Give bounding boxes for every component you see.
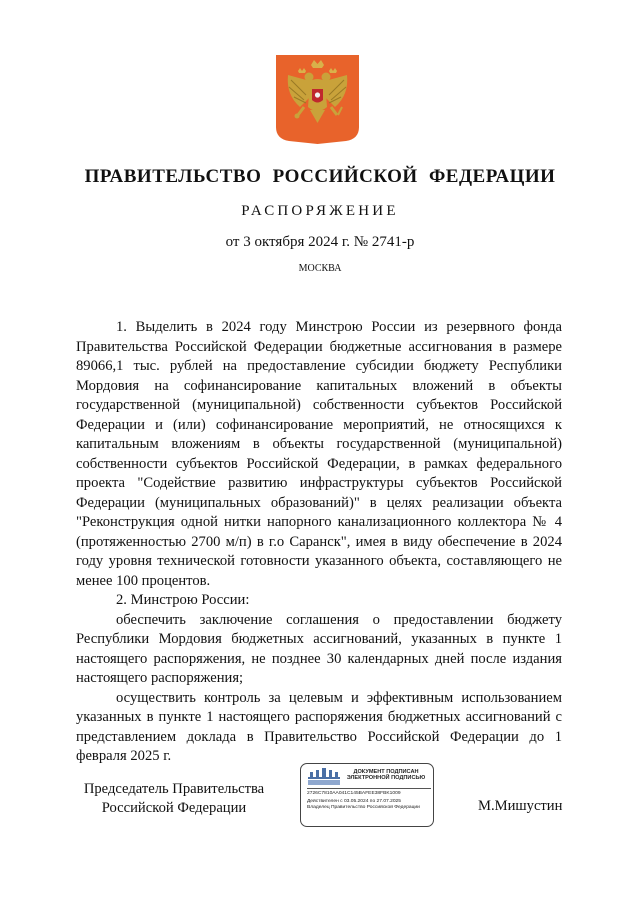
signer-name: М.Мишустин <box>478 798 563 814</box>
stamp-divider <box>307 788 431 789</box>
document-date-number: от 3 октября 2024 г. № 2741-р <box>225 234 415 250</box>
stamp-title-line1: ДОКУМЕНТ ПОДПИСАН <box>353 769 419 775</box>
stamp-validity: Действителен с 03.05.2024 по 27.07.2025 <box>307 799 401 804</box>
government-title: ПРАВИТЕЛЬСТВО РОССИЙСКОЙ ФЕДЕРАЦИИ <box>84 166 556 187</box>
signer-position-line2: Российской Федерации <box>101 800 247 816</box>
document-city: МОСКВА <box>298 263 342 274</box>
document-body <box>76 318 562 767</box>
paragraph-1: 1. Выделить в 2024 году Минстрою России из резервного фонда Правительства Российской Федерации бюджетные ассигнования в размере 89066,1 тыс. рублей на предоставление субсидии бюджету Республики Мордовия на софинансирование капитальных вложений в объекты государственной (муниципальной) собственности субъектов Российской Федерации и (или) софинансирование мероприятий, не относящихся к капитальным вложениям в объекты государственной (муниципальной) собственности субъектов Российской Федерации, в рамках федерального проекта "Содействие развитию инфраструктуры субъектов Российской Федерации (муниципальных образований)" в целях реализации объекта "Реконструкция одной нитки напорного канализационного коллектора № 4 (протяженностью 2700 м/п) в г.о Саранск", имея в виду обеспечение в 2024 году уровня технической готовности указанного объекта, составляющего не менее 100 процентов. <box>76 319 562 589</box>
electronic-signature-stamp <box>300 763 434 827</box>
stamp-title <box>341 769 431 782</box>
coat-of-arms-emblem <box>276 55 359 144</box>
coat-of-arms-mini-icon <box>307 768 341 786</box>
signer-position-line1: Председатель Правительства <box>83 781 265 797</box>
paragraph-2: 2. Минстрою России: <box>116 592 250 608</box>
stamp-owner: Владелец Правительство Российской Федерации <box>307 805 420 810</box>
paragraph-3: обеспечить заключение соглашения о предоставлении бюджету Республики Мордовия бюджетных ассигнований, указанных в пункте 1 настоящего распоряжения, не позднее 30 календарных дней после издания настоящего распоряжения; <box>76 611 562 686</box>
stamp-title-line2: ЭЛЕКТРОННОЙ ПОДПИСЬЮ <box>346 775 426 782</box>
signer-position <box>76 780 272 818</box>
stamp-certificate: 2726C7810AA041C145BAFEE38FBK1009 <box>307 791 401 796</box>
paragraph-4: осуществить контроль за целевым и эффективным использованием указанных в пункте 1 настоящего распоряжения бюджетных ассигнований с представлением доклада в Правительство Российской Федерации до 1 февраля 2025 г. <box>76 689 562 764</box>
document-type: РАСПОРЯЖЕНИЕ <box>241 203 399 219</box>
